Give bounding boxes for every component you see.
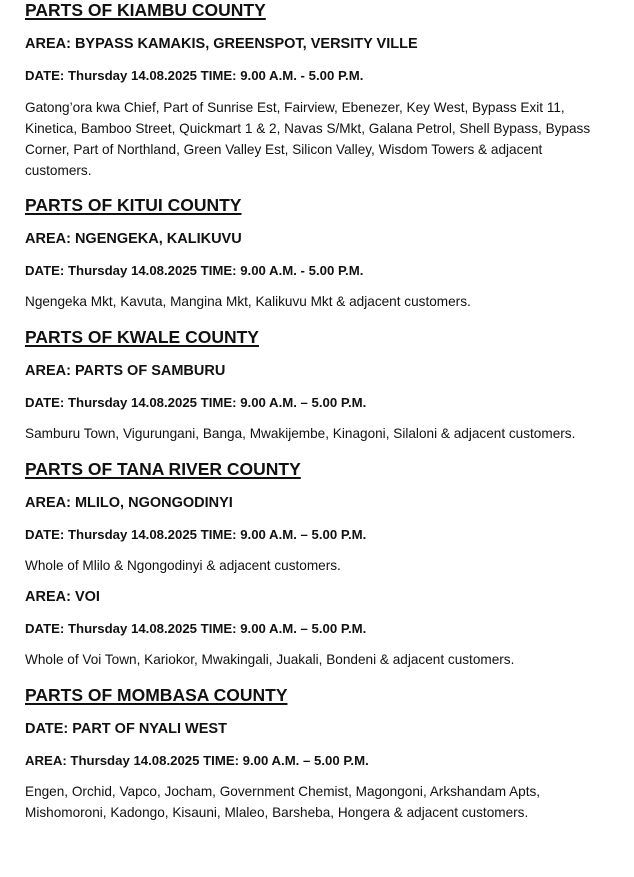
- area-line: AREA: BYPASS KAMAKIS, GREENSPOT, VERSITY VILLE: [25, 36, 418, 52]
- area-line: AREA: MLILO, NGONGODINYI: [25, 495, 233, 511]
- affected-locations: [25, 97, 625, 181]
- county-section-kitui: [25, 195, 625, 312]
- date-time-line: DATE: Thursday 14.08.2025 TIME: 9.00 A.M. – 5.00 P.M.: [25, 527, 367, 542]
- affected-locations-line: Whole of Voi Town, Kariokor, Mwakingali, Juakali, Bondeni & adjacent customers.: [25, 652, 515, 667]
- county-section-kwale: [25, 327, 625, 444]
- area-line: AREA: VOI: [25, 589, 100, 605]
- affected-locations: [25, 555, 625, 576]
- county-heading: PARTS OF KITUI COUNTY: [25, 195, 242, 215]
- affected-locations: [25, 781, 625, 823]
- affected-locations-line: Engen, Orchid, Vapco, Jocham, Government Chemist, Magongoni, Arkshandam Apts,: [25, 784, 541, 799]
- affected-locations-line: customers.: [25, 163, 92, 178]
- area-line: AREA: NGENGEKA, KALIKUVU: [25, 231, 242, 247]
- date-time-line: DATE: Thursday 14.08.2025 TIME: 9.00 A.M. - 5.00 P.M.: [25, 263, 364, 278]
- county-heading: PARTS OF MOMBASA COUNTY: [25, 685, 288, 705]
- affected-locations-line: Gatong’ora kwa Chief, Part of Sunrise Est, Fairview, Ebenezer, Key West, Bypass Exit 11,: [25, 100, 565, 115]
- date-time-line: DATE: Thursday 14.08.2025 TIME: 9.00 A.M. – 5.00 P.M.: [25, 621, 367, 636]
- county-section-tana-river: [25, 459, 625, 670]
- affected-locations-line: Corner, Part of Northland, Green Valley Est, Silicon Valley, Wisdom Towers & adjacent: [25, 142, 543, 157]
- date-time-line: DATE: Thursday 14.08.2025 TIME: 9.00 A.M. - 5.00 P.M.: [25, 68, 364, 83]
- county-section-mombasa: [25, 685, 625, 823]
- affected-locations-line: Whole of Mlilo & Ngongodinyi & adjacent customers.: [25, 558, 341, 573]
- affected-locations: [25, 423, 625, 444]
- date-time-line: DATE: Thursday 14.08.2025 TIME: 9.00 A.M. – 5.00 P.M.: [25, 395, 367, 410]
- county-section-kiambu: [25, 0, 625, 181]
- affected-locations-line: Ngengeka Mkt, Kavuta, Mangina Mkt, Kalikuvu Mkt & adjacent customers.: [25, 294, 471, 309]
- outage-notice-page: [25, 0, 625, 823]
- affected-locations-line: Mishomoroni, Kadongo, Kisauni, Mlaleo, Barsheba, Hongera & adjacent customers.: [25, 805, 529, 820]
- area-line: DATE: PART OF NYALI WEST: [25, 721, 227, 737]
- county-heading: PARTS OF KWALE COUNTY: [25, 327, 259, 347]
- county-heading: PARTS OF KIAMBU COUNTY: [25, 0, 266, 20]
- affected-locations: [25, 291, 625, 312]
- affected-locations-line: Kinetica, Bamboo Street, Quickmart 1 & 2, Navas S/Mkt, Galana Petrol, Shell Bypass, Bypass: [25, 121, 591, 136]
- affected-locations-line: Samburu Town, Vigurungani, Banga, Mwakijembe, Kinagoni, Silaloni & adjacent customers.: [25, 426, 576, 441]
- affected-locations: [25, 649, 625, 670]
- area-line: AREA: PARTS OF SAMBURU: [25, 363, 226, 379]
- county-heading: PARTS OF TANA RIVER COUNTY: [25, 459, 301, 479]
- date-time-line: AREA: Thursday 14.08.2025 TIME: 9.00 A.M. – 5.00 P.M.: [25, 753, 369, 768]
